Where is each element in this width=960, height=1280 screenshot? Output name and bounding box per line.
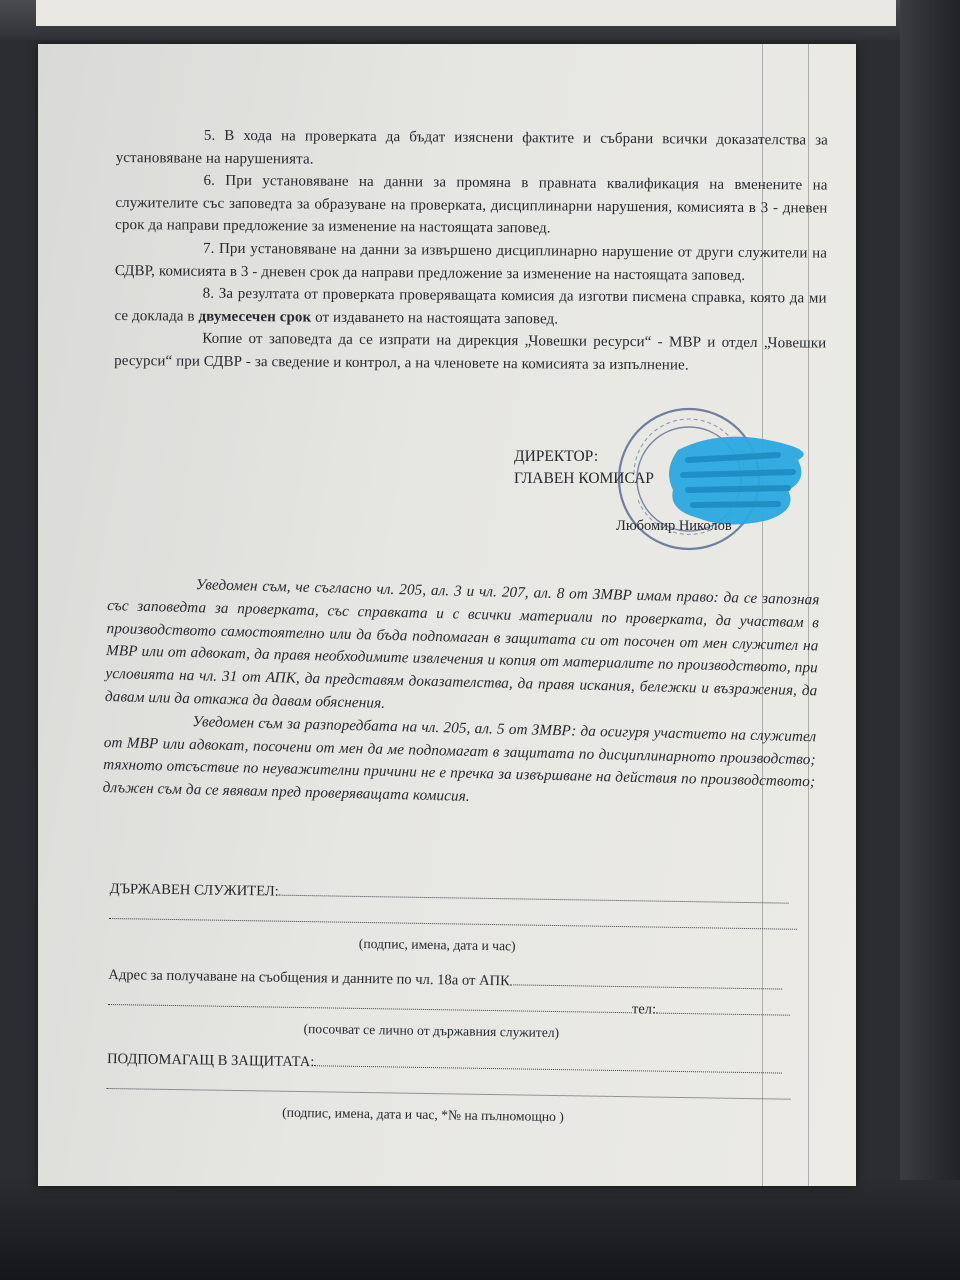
employee-label: ДЪРЖАВЕН СЛУЖИТЕЛ: <box>109 880 279 900</box>
item-6: 6. При установяване на данни за промяна в правната квалификация на вменените на служителите със заповедта за образуване на проверката, дисциплинарни нарушения, комисията в 3 - дневен срок да направи предложение за изменение на настоящата заповед. <box>115 172 828 237</box>
item-5: 5. В хода на проверката да бъдат изяснени фактите и събрани всички доказателства за установяване на нарушенията. <box>115 127 828 168</box>
employee-row-2 <box>109 906 797 935</box>
employee-signature-line-2[interactable] <box>109 906 797 930</box>
address-label: Адрес за получаване на съобщения и данните по чл. 18а от АПК <box>108 966 510 990</box>
notice-rights: Уведомен съм, че съгласно чл. 205, ал. 3 и чл. 207, ал. 8 от ЗМВР имам право: да се запозная със заповедта за проверката, със справката и с всички материали по проверката, да участвам в производството самостоятелно или да бъда подпомаган в защитата си от посочен от мен служител на МВР или от адвокат, да правя необходимите извлечения и копия от материалите по производството, при условията на чл. 31 от АПК, да представям доказателства, да правя искания, бележки и възражения, да давам или да откажа да давам обяснения. <box>104 576 820 712</box>
address-row-2 <box>108 992 790 1021</box>
monitor-bezel-right <box>900 0 960 1280</box>
monitor-bezel-bottom <box>0 1180 960 1280</box>
address-line-2[interactable] <box>108 992 632 1013</box>
defender-row-2 <box>106 1076 790 1105</box>
director-label: ДИРЕКТОР: <box>514 448 599 465</box>
signatory-name: Любомир Николов <box>616 518 732 534</box>
address-line[interactable] <box>510 972 782 989</box>
signature-title <box>514 446 654 490</box>
address-caption: (посочват се лично от държавния служител) <box>303 1021 560 1041</box>
previous-page-edge <box>36 0 896 26</box>
defender-caption: (подпис, имена, дата и час, *№ на пълномощно ) <box>282 1104 564 1125</box>
item-7: 7. При установяване на данни за извършено дисциплинарно нарушение от други служители на СДВР, комисията в 3 - дневен срок да направи предложение за изменение на настоящата заповед. <box>114 240 828 284</box>
notice-defender: Уведомен съм за разпоредбата на чл. 205, ал. 5 от ЗМВР: да осигуря участието на служител от МВР или адвокат, посочени от мен да ме подпомагат в защитата по дисциплинарното производство; тяхното отсъствие по неуважителни причини не е пречка за извършване на действия по производството; длъжен съм да се явявам пред проверяващата комисия. <box>102 712 817 806</box>
redaction-scribble <box>658 430 808 530</box>
document-page <box>38 44 856 1186</box>
item-8: 8. За резултата от проверката проверяващата комисия да изготви писмена справка, която да ми се доклада в двумесечен срок от издаването на настоящата заповед. <box>114 285 827 328</box>
acknowledgement-form <box>106 870 840 1125</box>
copy-distribution: Копие от заповедта да се изпрати на дирекция „Човешки ресурси“ - МВР и отдел „Човешки ресурси“ при СДВР - за сведение и контрол, а на членовете на комисията за изпълнение. <box>114 331 827 374</box>
defender-line-2[interactable] <box>107 1076 791 1100</box>
defender-line[interactable] <box>314 1053 782 1073</box>
employee-caption: (подпис, имена, дата и час) <box>358 935 516 954</box>
employee-row <box>110 880 789 909</box>
defender-row <box>107 1050 783 1079</box>
address-row <box>108 966 782 995</box>
employee-signature-line[interactable] <box>279 883 789 904</box>
defender-label: ПОДПОМАГАЩ В ЗАЩИТАТА: <box>106 1050 315 1071</box>
notice-block <box>102 572 819 817</box>
chief-commissioner-label: ГЛАВЕН КОМИСАР <box>514 470 654 487</box>
order-items <box>114 124 828 378</box>
phone-label: тел: <box>631 1001 657 1018</box>
phone-line[interactable] <box>656 1001 790 1016</box>
